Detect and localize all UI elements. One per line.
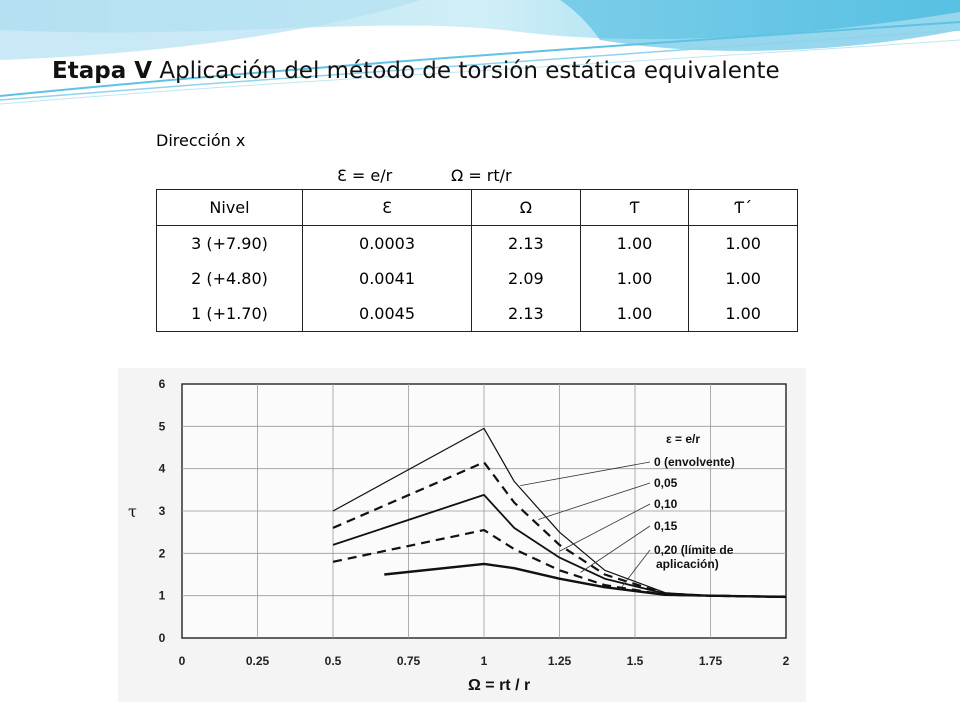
table-row [157,296,798,332]
x-axis-label: Ω = rt / r [468,677,531,694]
y-tick-label: 6 [158,377,166,391]
x-tick-label: 2 [782,654,790,668]
table-header-row [157,190,798,226]
header-cell: Ƭ´ [689,190,798,226]
x-tick-label: 1 [480,654,488,668]
y-tick-label: 3 [158,504,166,518]
y-axis-label: τ [128,502,137,521]
table-cell: 1.00 [580,261,689,296]
omega-formula: Ω = rt/r [451,166,512,185]
legend-entry: 0,20 (límite de [654,543,734,557]
table-cell: 2.13 [472,296,581,332]
table-cell: 1.00 [689,296,798,332]
slide-title-rest: Aplicación del método de torsión estática equivalente [152,58,780,84]
legend-entry: 0,15 [654,519,678,533]
header-cell: Nivel [157,190,303,226]
legend-entry: 0 (envolvente) [654,455,735,469]
table-row [157,226,798,262]
epsilon-formula: Ɛ = e/r [337,166,393,185]
x-tick-label: 0.5 [324,654,342,668]
table-cell: 2.13 [472,226,581,262]
table-cell: 1 (+1.70) [157,296,303,332]
legend-title: ε = e/r [666,432,701,446]
table-cell: 2 (+4.80) [157,261,303,296]
legend-entry: 0,10 [654,497,678,511]
table-cell: 0.0045 [303,296,472,332]
y-tick-label: 2 [158,546,166,561]
legend-entry: 0,05 [654,476,678,490]
header-cell: Ω [472,190,581,226]
x-tick-label: 1.5 [626,654,644,668]
table-row [157,261,798,296]
slide-title [52,58,780,84]
header-wave-decoration [0,0,960,110]
table-cell: 1.00 [580,296,689,332]
table-cell: 0.0041 [303,261,472,296]
direction-label: Dirección x [156,131,246,150]
table-cell: 1.00 [689,261,798,296]
slide-title-bold: Etapa V [52,58,153,84]
y-tick-label: 1 [158,588,166,603]
legend-entry: aplicación) [656,557,719,571]
torsion-chart [118,368,806,702]
table-cell: 0.0003 [303,226,472,262]
x-tick-label: 0.25 [245,654,270,668]
y-tick-label: 0 [158,631,166,645]
x-tick-label: 0 [178,654,186,668]
torsion-table [156,189,798,332]
x-tick-label: 1.75 [698,654,723,668]
table-cell: 1.00 [689,226,798,262]
y-tick-label: 4 [158,461,166,476]
x-tick-label: 0.75 [396,654,421,668]
table-cell: 2.09 [472,261,581,296]
header-cell: Ɛ [303,190,472,226]
table-cell: 3 (+7.90) [157,226,303,262]
header-cell: Ƭ [580,190,689,226]
table-cell: 1.00 [580,226,689,262]
x-tick-label: 1.25 [547,654,572,668]
y-tick-label: 5 [158,419,166,434]
